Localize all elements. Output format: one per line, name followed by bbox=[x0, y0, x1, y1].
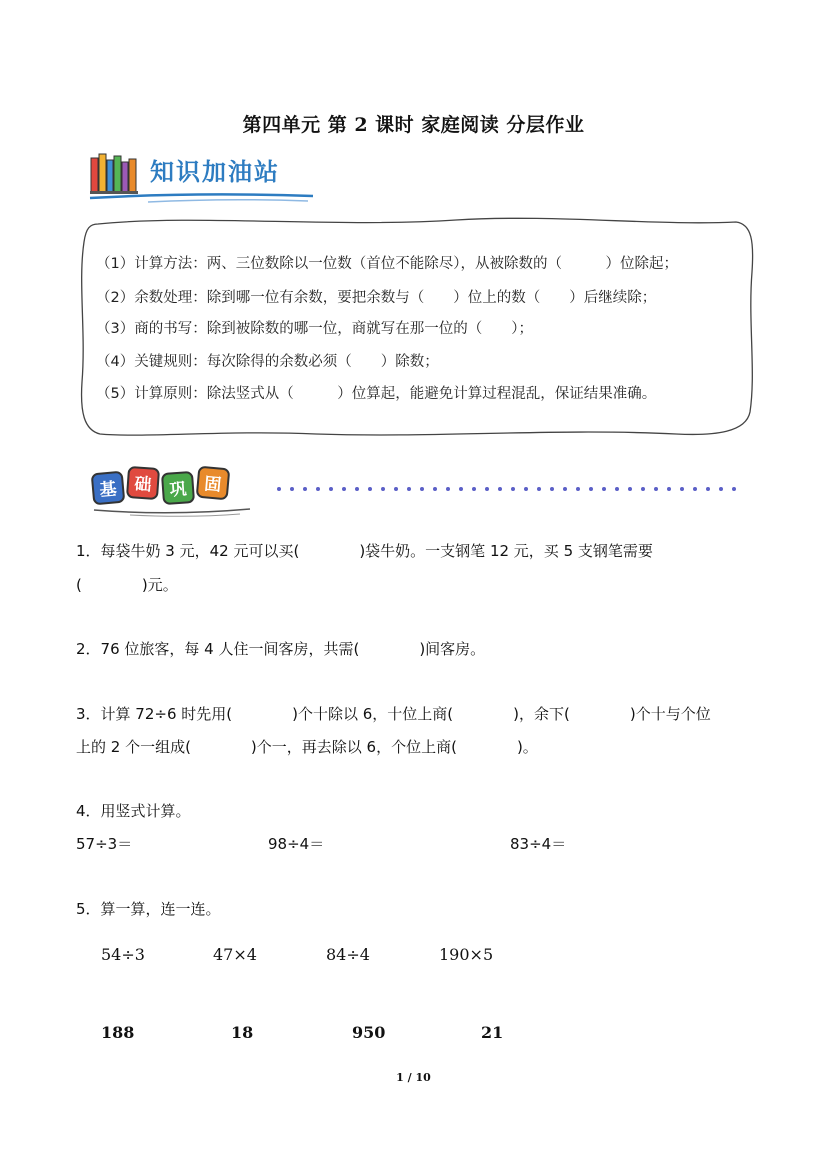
books-icon bbox=[90, 150, 140, 194]
basic-badge-1: 基 bbox=[91, 471, 126, 506]
page-number: 1 / 10 bbox=[396, 1071, 431, 1084]
match-answer-2: 18 bbox=[231, 1023, 254, 1042]
question-5: 5．算一算，连一连。 bbox=[76, 900, 221, 918]
match-expression-2: 47×4 bbox=[213, 945, 257, 964]
basic-badge-2: 础 bbox=[126, 466, 160, 500]
calc-item-1: 57÷3＝ bbox=[76, 835, 133, 853]
basic-badge-4: 固 bbox=[196, 466, 231, 501]
knowledge-banner: 知识加油站 bbox=[150, 158, 280, 186]
knowledge-item-3: （3）商的书写：除到被除数的哪一位，商就写在那一位的（ ）； bbox=[96, 321, 533, 337]
question-4: 4．用竖式计算。 bbox=[76, 802, 191, 820]
match-expression-1: 54÷3 bbox=[101, 945, 145, 964]
knowledge-item-4: （4）关键规则：每次除得的余数必须（ ）除数； bbox=[96, 354, 439, 370]
dotted-divider bbox=[275, 485, 740, 493]
question-3-line-2: 上的 2 个一组成( )个一，再去除以 6，个位上商( )。 bbox=[76, 738, 538, 756]
basic-badge-3: 巩 bbox=[161, 471, 195, 505]
knowledge-item-2: （2）余数处理：除到哪一位有余数，要把余数与（ ）位上的数（ ）后继续除； bbox=[96, 290, 657, 306]
match-answer-3: 950 bbox=[352, 1023, 386, 1042]
banner-underline bbox=[88, 190, 318, 204]
question-1-line-1: 1．每袋牛奶 3 元，42 元可以买( )袋牛奶。一支钢笔 12 元，买 5 支钢笔需要 bbox=[76, 542, 653, 560]
match-answer-1: 188 bbox=[101, 1023, 135, 1042]
question-3-line-1: 3．计算 72÷6 时先用( )个十除以 6，十位上商( )，余下( )个十与个位 bbox=[76, 705, 711, 723]
knowledge-item-1: （1）计算方法：两、三位数除以一位数（首位不能除尽），从被除数的（ ）位除起； bbox=[96, 256, 678, 272]
match-expression-4: 190×5 bbox=[439, 945, 494, 964]
match-answer-4: 21 bbox=[481, 1023, 504, 1042]
calc-item-2: 98÷4＝ bbox=[268, 835, 325, 853]
calc-item-3: 83÷4＝ bbox=[510, 835, 567, 853]
basic-banner-underline bbox=[90, 504, 260, 518]
question-1-line-2: ( )元。 bbox=[76, 576, 178, 594]
question-2: 2．76 位旅客，每 4 人住一间客房，共需( )间客房。 bbox=[76, 640, 486, 658]
page-title: 第四单元 第 2 课时 家庭阅读 分层作业 bbox=[242, 114, 585, 136]
match-expression-3: 84÷4 bbox=[326, 945, 370, 964]
knowledge-item-5: （5）计算原则：除法竖式从（ ）位算起，能避免计算过程混乱，保证结果准确。 bbox=[96, 386, 657, 402]
